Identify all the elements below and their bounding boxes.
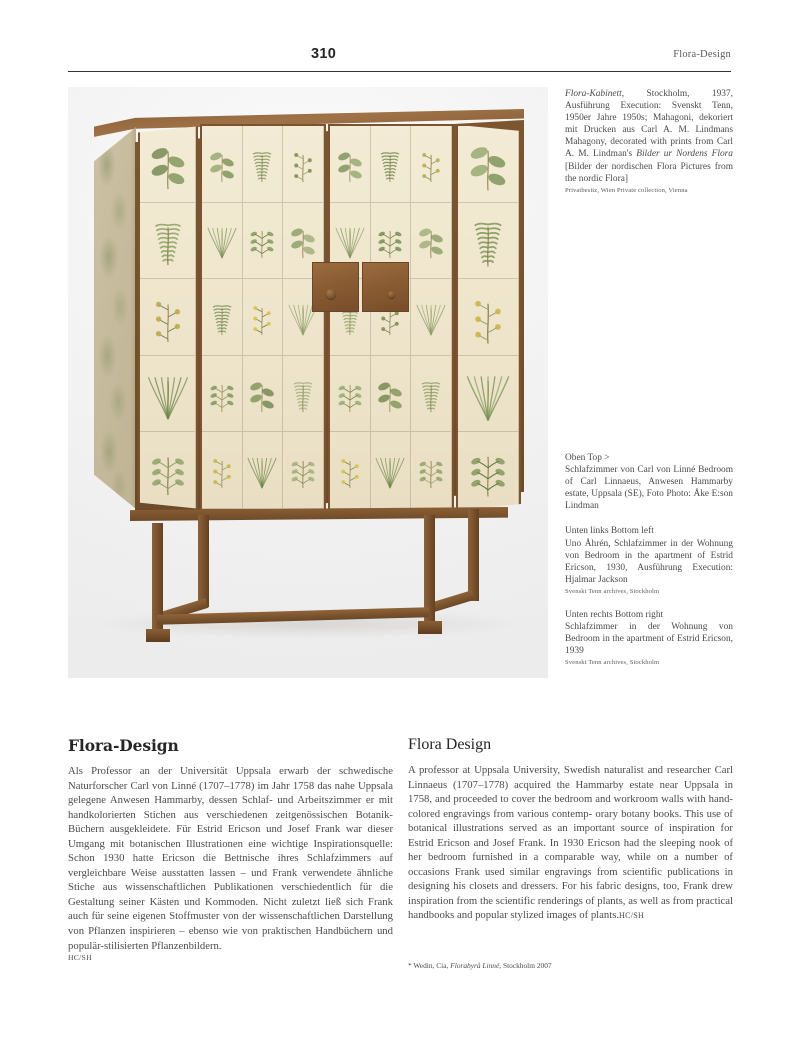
flora-kabinett-photograph: [68, 87, 548, 678]
botanical-print-cell: [371, 356, 412, 433]
running-head-title: Flora-Design: [673, 49, 731, 60]
figure-caption: [565, 88, 733, 195]
figure-credit: Privatbesitz, Wien Private collection, Vienna: [565, 186, 688, 194]
botanical-print-cell: [283, 126, 324, 203]
footnote-marker: *: [408, 961, 414, 970]
footnote-title: Florabyrå Linné: [450, 961, 500, 970]
botanical-print-cell: [202, 432, 243, 509]
caption-label: Unten rechts Bottom right: [565, 609, 664, 620]
article-heading-german: Flora-Design: [68, 736, 179, 755]
article-body-english-text: A professor at Uppsala University, Swedish naturalist and researcher Carl Linnaeus (1707–1778) acquired the Hammarby estate near Uppsala in 1758, and proceeded to cover the bedroom and workroom walls with hand-colored engravings from various contemp- orary botany books. This use of botanical illustrations served as an important source of inspiration for Estrid Ericson and Josef Frank. In 1930 Ericson had the sleeping nook of her bedroom furnished in a comparable way, while on a number of occasions Frank used similar engravings from scientific publications in designing his closets and dressers. For his fabric designs, too, Frank drew inspiration from the scientific renderings of plants, as well as from practical handbooks and popular stylized images of plants.: [408, 764, 733, 922]
botanical-print-cell: [411, 432, 452, 509]
door-panel-right-outer: [456, 124, 521, 511]
botanical-print-grid: [458, 126, 519, 509]
footnote: [408, 961, 733, 971]
botanical-print-cell: [243, 432, 284, 509]
caption-label: Unten links Bottom left: [565, 526, 654, 537]
door-knob-right: [388, 291, 395, 298]
caption-credit: Svenskt Tenn archives, Stockholm: [565, 659, 660, 667]
article-german: [68, 736, 393, 962]
botanical-print-cell: [330, 432, 371, 509]
cabinet-leg-back-right: [468, 509, 479, 601]
botanical-print-grid: [202, 126, 324, 509]
botanical-print-cell: [140, 356, 196, 433]
botanical-print-cell: [458, 356, 519, 433]
botanical-print-cell: [202, 279, 243, 356]
botanical-print-cell: [243, 126, 284, 203]
figure-caption-title: Flora-Kabinett: [565, 89, 622, 99]
botanical-print-cell: [371, 432, 412, 509]
cabinet-leg-back-left: [198, 515, 209, 607]
running-head: [68, 46, 731, 72]
botanical-print-cell: [371, 126, 412, 203]
botanical-print-cell: [330, 356, 371, 433]
cabinet-base: [124, 507, 514, 649]
botanical-print-cell: [411, 356, 452, 433]
botanical-print-cell: [243, 203, 284, 280]
article-signature-german: HC/SH: [68, 953, 92, 963]
door-panel-left-outer: [138, 124, 198, 511]
botanical-print-cell: [140, 126, 196, 203]
caption-item: [565, 452, 733, 512]
footnote-text-before: Wedin, Cia,: [413, 961, 451, 970]
botanical-print-grid: [140, 126, 196, 509]
figure-caption-text-2: [Bilder der nordischen Flora Pictures from the nordic Flora]: [565, 161, 733, 184]
botanical-print-cell: [458, 279, 519, 356]
door-panel-right: [328, 124, 454, 511]
cabinet-foot-left: [146, 629, 170, 642]
botanical-print-cell: [411, 126, 452, 203]
botanical-print-cell: [140, 203, 196, 280]
botanical-print-grid: [330, 126, 452, 509]
article-body-german: Als Professor an der Universität Uppsala erwarb der schwedische Naturforscher Carl von Linné (1707–1778) im Jahr 1758 das nahe Uppsala gelegene Anwesen Hammarby, dessen Schlaf- und Arbeitszimmer er mit handkolorierten Stichen aus verschiedenen zeitgenössischen Botanik-Büchern ausgekleidete. Für Estrid Ericson und Josef Frank war dieser Umgang mit botanischen Illustrationen eine wichtige Inspirationsquelle: Schon 1930 hatte Ericson die Bettnische ihres Schlafzimmers auf vergleichbare Weise ausstatten lassen – und Frank verwendete ähnliche Stiche aus wissenschaftlichen Publikationen verschiedentlich für die Gestaltung seiner Kästen und Kommoden. Nicht zuletzt ließ sich Frank auch für seine eigenen Stoffmuster von der wissenschaftlichen Darstellung von Pflanzen inspirieren – ebenso wie von praktischen Handbüchern und populär-stilisierten Pflanzenbildern.: [68, 765, 393, 952]
door-knob-left: [326, 289, 336, 299]
botanical-print-cell: [458, 126, 519, 203]
caption-item: [565, 609, 733, 667]
botanical-print-cell: [330, 126, 371, 203]
caption-text: Uno Åhrén, Schlafzimmer in der Wohnung von Bedroom in the apartment of Estrid Ericson, 1930, Ausführung Execution: Hjalmar Jackson: [565, 538, 733, 585]
botanical-print-cell: [140, 279, 196, 356]
footnote-text-after: , Stockholm 2007: [499, 961, 552, 970]
cabinet-side-panel: [94, 127, 136, 509]
botanical-print-cell: [411, 203, 452, 280]
botanical-print-cell: [458, 432, 519, 509]
cabinet-apron: [130, 507, 508, 521]
figure-caption-block: [565, 88, 733, 208]
caption-label: Oben Top >: [565, 453, 610, 463]
lock-plate-right: [362, 262, 409, 312]
door-panel-left: [200, 124, 326, 511]
cabinet-illustration: [94, 109, 524, 649]
botanical-print-cell: [458, 203, 519, 280]
article-english: [408, 736, 733, 924]
cabinet-doors: [138, 124, 521, 511]
botanical-print-cell: [202, 126, 243, 203]
botanical-print-cell: [411, 279, 452, 356]
caption-item: [565, 525, 733, 595]
botanical-print-cell: [243, 279, 284, 356]
botanical-print-cell: [283, 356, 324, 433]
article-body-english: [408, 763, 733, 924]
caption-text: Schlafzimmer von Carl von Linné Bedroom of Carl Linnaeus, Anwesen Hammarby estate, Uppsala (SE), Foto Photo: Åke E:son Lindman: [565, 465, 733, 512]
page-number: 310: [311, 46, 337, 62]
botanical-print-cell: [140, 432, 196, 509]
caption-list: [565, 452, 733, 680]
article-signature-english: HC/SH: [619, 911, 645, 921]
botanical-print-cell: [243, 356, 284, 433]
figure-caption-text: , Stockholm, 1937, Ausführung Execution: Svenskt Tenn, 1950er Jahre 1950s; Mahagoni, dekoriert mit Drucken aus Carl A. M. Lindmans Mahagony, decorated with prints from Carl A. M. Lindman's: [565, 89, 733, 160]
botanical-print-cell: [202, 356, 243, 433]
caption-text: Schlafzimmer in der Wohnung von Bedroom in the apartment of Estrid Ericson, 1939: [565, 622, 733, 657]
cabinet-foot-right: [418, 621, 442, 634]
lock-plate-left: [312, 262, 359, 312]
figure-caption-title-2: Bilder ur Nordens Flora: [636, 149, 733, 160]
article-heading-english: Flora Design: [408, 736, 492, 753]
botanical-print-cell: [202, 203, 243, 280]
botanical-print-cell: [283, 432, 324, 509]
caption-credit: Svenskt Tenn archives, Stockholm: [565, 587, 660, 595]
